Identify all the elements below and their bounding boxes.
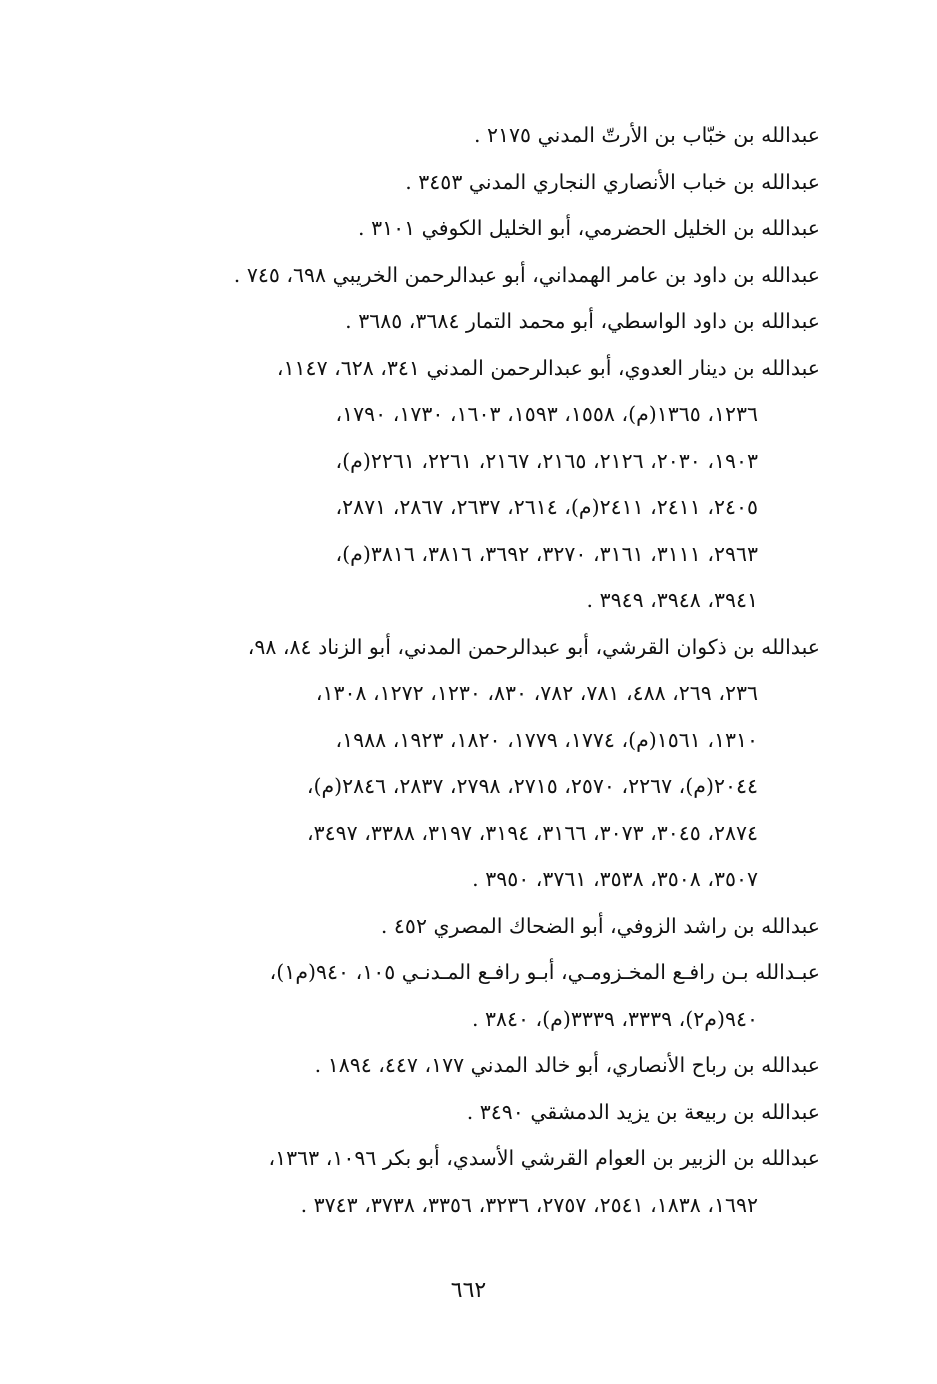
entry-line: عبدالله بن دينار العدوي، أبو عبدالرحمن المدني ٣٤١، ٦٢٨، ١١٤٧، [276, 355, 820, 380]
entry-line: عبدالله بن خبّاب بن الأرتّ المدني ٢١٧٥ . [473, 123, 820, 147]
entry-continuation-line: ٩٤٠(م٢)، ٣٣٣٩، ٣٣٣٩(م)، ٣٨٤٠ . [471, 1006, 758, 1031]
index-entry [120, 1089, 820, 1136]
entry-line: عبدالله بن خباب الأنصاري النجاري المدني ٣٤٥٣ . [405, 169, 820, 194]
index-entry [120, 1042, 820, 1089]
index-entry [120, 112, 820, 159]
index-entry [120, 298, 820, 345]
entry-continuation-line: ٢٣٦، ٢٦٩، ٤٨٨، ٧٨١، ٧٨٢، ٨٣٠، ١٢٣٠، ١٢٧٢، ١٣٠٨، [315, 681, 758, 705]
entry-line: عبدالله بن الزبير بن العوام القرشي الأسدي، أبو بكر ١٠٩٦، ١٣٦٣، [268, 1146, 820, 1170]
entry-continuation-line: ١٣١٠، ١٥٦١(م)، ١٧٧٤، ١٧٧٩، ١٨٢٠، ١٩٢٣، ١٩٨٨، [335, 727, 758, 752]
entry-continuation-line: ١٩٠٣، ٢٠٣٠، ٢١٢٦، ٢١٦٥، ٢١٦٧، ٢٢٦١، ٢٢٦١(م)، [335, 448, 758, 473]
page-number: ٦٦٢ [450, 1278, 487, 1303]
entry-continuation-line: ٢٤٠٥، ٢٤١١، ٢٤١١(م)، ٢٦١٤، ٢٦٣٧، ٢٨٦٧، ٢٨٧١، [335, 495, 758, 519]
index-list [120, 112, 820, 1228]
entry-line: عبدالله بن ربيعة بن يزيد الدمشقي ٣٤٩٠ . [466, 1099, 820, 1124]
entry-line: عبـدالله بـن رافـع المخـزومـي، أبـو رافـع المـدنـي ١٠٥، ٩٤٠(م١)، [269, 960, 820, 984]
entry-continuation-line: ١٢٣٦، ١٣٦٥(م)، ١٥٥٨، ١٥٩٣، ١٦٠٣، ١٧٣٠، ١٧٩٠، [335, 402, 758, 426]
entry-continuation-line: ١٦٩٢، ١٨٣٨، ٢٥٤١، ٢٧٥٧، ٣٢٣٦، ٣٣٥٦، ٣٧٣٨، ٣٧٤٣ . [300, 1192, 758, 1217]
index-entry [120, 205, 820, 252]
index-entry [120, 252, 820, 299]
entry-line: عبدالله بن الخليل الحضرمي، أبو الخليل الكوفي ٣١٠١ . [358, 216, 820, 240]
entry-line: عبدالله بن راشد الزوفي، أبو الضحاك المصري ٤٥٢ . [380, 913, 820, 938]
entry-line: عبدالله بن ذكوان القرشي، أبو عبدالرحمن المدني، أبو الزناد ٨٤، ٩٨، [247, 634, 820, 659]
index-entry [120, 903, 820, 950]
entry-continuation-line: ٣٥٠٧، ٣٥٠٨، ٣٥٣٨، ٣٧٦١، ٣٩٥٠ . [472, 867, 758, 891]
index-entry [120, 345, 820, 624]
entry-continuation-line: ٣٩٤١، ٣٩٤٨، ٣٩٤٩ . [586, 588, 758, 612]
entry-continuation-line: ٢٠٤٤(م)، ٢٢٦٧، ٢٥٧٠، ٢٧١٥، ٢٧٩٨، ٢٨٣٧، ٢٨٤٦(م)، [306, 774, 758, 798]
index-entry [120, 159, 820, 206]
index-entry [120, 624, 820, 903]
entry-continuation-line: ٢٨٧٤، ٣٠٤٥، ٣٠٧٣، ٣١٦٦، ٣١٩٤، ٣١٩٧، ٣٣٨٨، ٣٤٩٧، [307, 820, 758, 845]
index-entry [120, 1135, 820, 1228]
entry-line: عبدالله بن داود بن عامر الهمداني، أبو عبدالرحمن الخريبي ٦٩٨، ٧٤٥ . [233, 262, 820, 287]
entry-continuation-line: ٢٩٦٣، ٣١١١، ٣١٦١، ٣٢٧٠، ٣٦٩٢، ٣٨١٦، ٣٨١٦(م)، [335, 541, 758, 566]
index-entry [120, 949, 820, 1042]
entry-line: عبدالله بن رباح الأنصاري، أبو خالد المدني ١٧٧، ٤٤٧، ١٨٩٤ . [314, 1053, 820, 1077]
entry-line: عبدالله بن داود الواسطي، أبو محمد التمار ٣٦٨٤، ٣٦٨٥ . [345, 309, 820, 333]
